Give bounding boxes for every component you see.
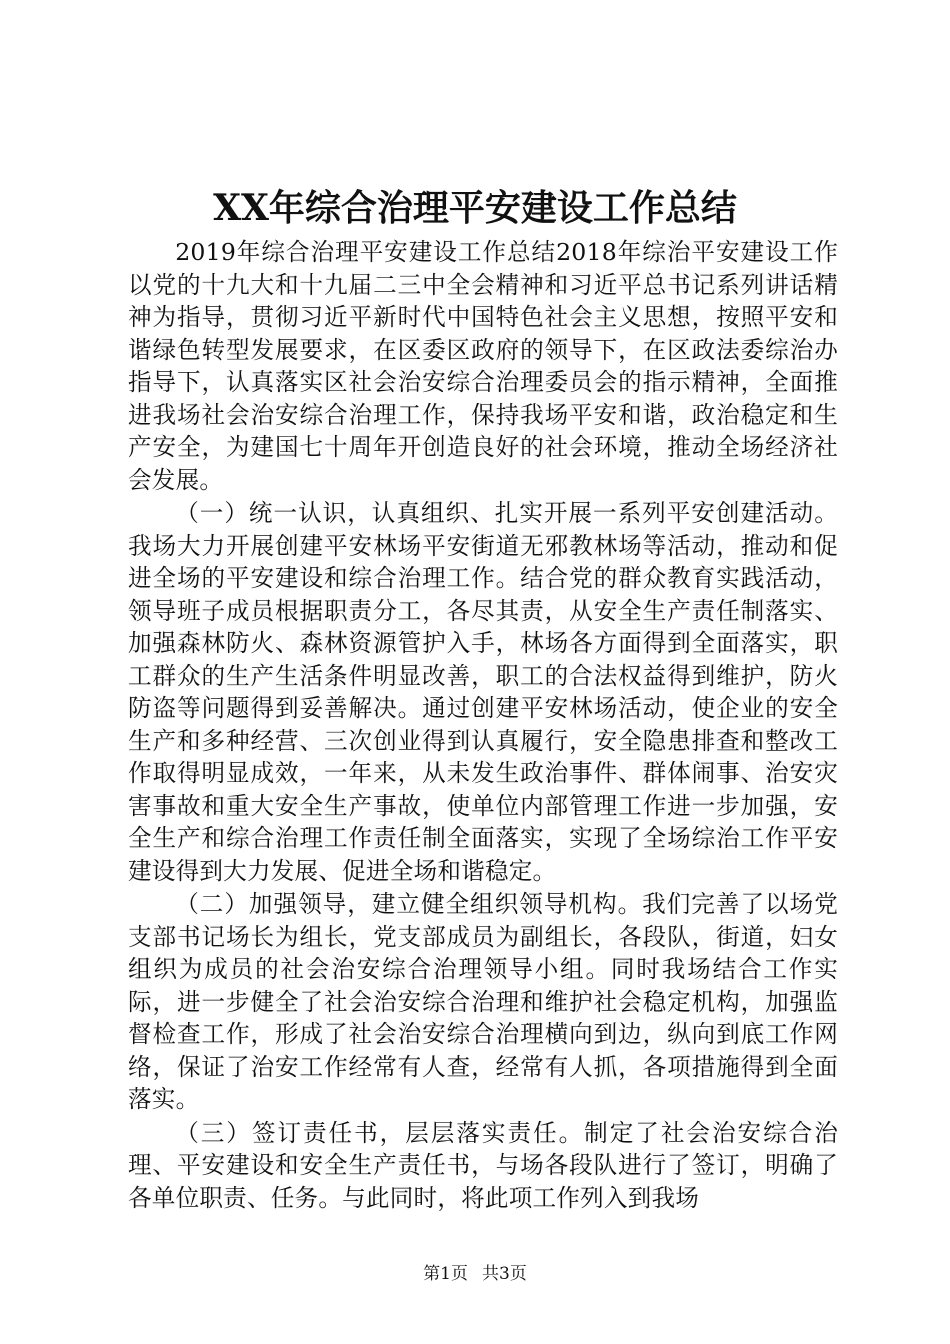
paragraph-section-2: （二）加强领导，建立健全组织领导机构。我们完善了以场党支部书记场长为组长，党支部成员为副组长，各段队，街道，妇女组织为成员的社会治安综合治理领导小组。同时我场结合工作实际，进一步健全了社会治安综合治理和维护社会稳定机构，加强监督检查工作，形成了社会治安综合治理横向到边，纵向到底工作网络，保证了治安工作经常有人查，经常有人抓，各项措施得到全面落实。 (128, 890, 838, 1113)
paragraph-section-3: （三）签订责任书，层层落实责任。制定了社会治安综合治理、平安建设和安全生产责任书，与场各段队进行了签订，明确了各单位职责、任务。与此同时，将此项工作列入到我场 (128, 1118, 838, 1212)
paragraph-intro: 2019年综合治理平安建设工作总结2018年综治平安建设工作以党的十九大和十九届二三中全会精神和习近平总书记系列讲话精神为指导，贯彻习近平新时代中国特色社会主义思想，按照平安和谐绿色转型发展要求，在区委区政府的领导下，在区政法委综治办指导下，认真落实区社会治安综合治理委员会的指示精神，全面推进我场社会治安综合治理工作，保持我场平安和谐，政治稳定和生产安全，为建国七十周年开创造良好的社会环境，推动全场经济社会发展。 (128, 238, 838, 494)
page-number: 第1页 (423, 1264, 468, 1284)
document-body (128, 236, 838, 1214)
paragraph-section-1: （一）统一认识，认真组织、扎实开展一系列平安创建活动。我场大力开展创建平安林场平安街道无邪教林场等活动，推动和促进全场的平安建设和综合治理工作。结合党的群众教育实践活动，领导班子成员根据职责分工，各尽其责，从安全生产责任制落实、加强森林防火、森林资源管护入手，林场各方面得到全面落实，职工群众的生产生活条件明显改善，职工的合法权益得到维护，防火防盗等问题得到妥善解决。通过创建平安林场活动，使企业的安全生产和多种经营、三次创业得到认真履行，安全隐患排查和整改工作取得明显成效，一年来，从未发生政治事件、群体闹事、治安灾害事故和重大安全生产事故，使单位内部管理工作进一步加强，安全生产和综合治理工作责任制全面落实，实现了全场综治工作平安建设得到大力发展、促进全场和谐稳定。 (128, 499, 838, 885)
page-footer (0, 1262, 950, 1286)
document-title: XX年综合治理平安建设工作总结 (213, 187, 737, 229)
page-total: 共3页 (482, 1264, 527, 1284)
